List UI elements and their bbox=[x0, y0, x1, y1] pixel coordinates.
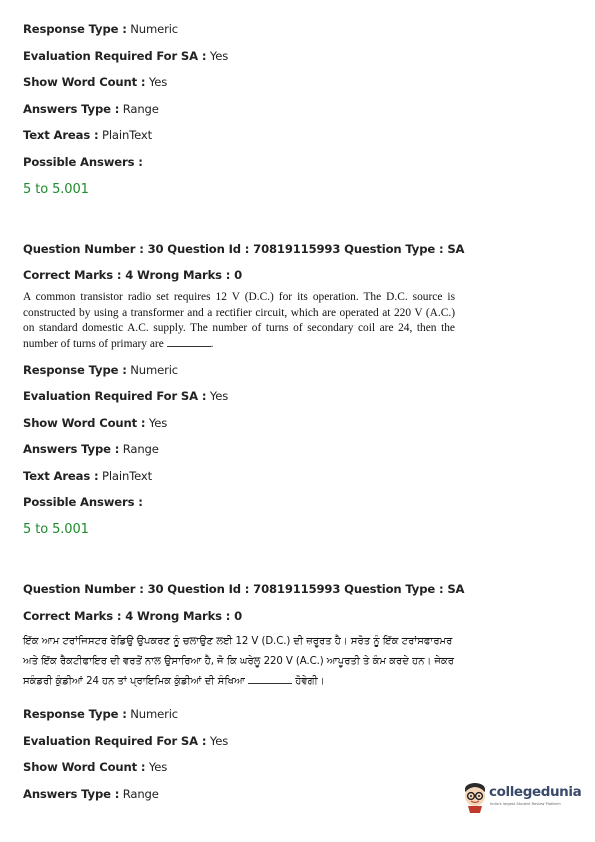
word-count-row: Show Word Count : Yes bbox=[23, 75, 168, 89]
question-text: A common transistor radio set requires 12 V (D.C.) for its operation. The D.C. source is constructed by using a transformer and a rectifier circuit, which are operated at 220 V (A.C.) on standard domestic A.C. supply. The number of turns of secondary coil are 24, then the number of turns of primary are . bbox=[23, 291, 455, 350]
question-marks: Correct Marks : 4 Wrong Marks : 0 bbox=[23, 268, 243, 282]
answers-type-row: Answers Type : Range bbox=[23, 442, 159, 456]
collegedunia-logo bbox=[460, 778, 582, 816]
evaluation-row: Evaluation Required For SA : Yes bbox=[23, 389, 229, 403]
possible-answers-label: Possible Answers : bbox=[23, 495, 143, 509]
response-type-row: Response Type : Numeric bbox=[23, 363, 178, 377]
evaluation-row: Evaluation Required For SA : Yes bbox=[23, 734, 229, 748]
question-header: Question Number : 30 Question Id : 70819115993 Question Type : SA bbox=[23, 242, 465, 256]
question-marks: Correct Marks : 4 Wrong Marks : 0 bbox=[23, 609, 243, 623]
question-header: Question Number : 30 Question Id : 70819115993 Question Type : SA bbox=[23, 582, 465, 596]
word-count-row: Show Word Count : Yes bbox=[23, 416, 168, 430]
answer-blank bbox=[248, 674, 292, 684]
logo-tagline: India's largest Student Review Platform bbox=[490, 802, 561, 806]
word-count-row: Show Word Count : Yes bbox=[23, 760, 168, 774]
possible-answer-value: 5 to 5.001 bbox=[23, 182, 89, 197]
question-text-punjabi: ਇੱਕ ਆਮ ਟਰਾਂਜਿਸਟਰ ਰੇਡਿਉ ਉਪਕਰਣ ਨੂੰ ਚਲਾਉਣ ਲਈ 12 V (D.C.) ਦੀ ਜ਼ਰੂਰਤ ਹੈ। ਸਰੋਤ ਨੂੰ ਇੱਕ ਟਰਾਂਸਫਾਰਮਰ ਅਤੇ ਇੱਕ ਰੈਕਟੀਫਾਇਰ ਦੀ ਵਰਤੋਂ ਨਾਲ ਉਸਾਰਿਆ ਹੈ, ਜੋ ਕਿ ਘਰੇਲੂ 220 V (A.C.) ਆਪੂਰਤੀ ਤੇ ਕੰਮ ਕਰਦੇ ਹਨ। ਜੇਕਰ ਸਕੰਡਰੀ ਕੁੰਡੀਆਂ 24 ਹਨ ਤਾਂ ਪ੍ਰਾਇਮਿਕ ਕੁੰਡੀਆਂ ਦੀ ਸੰਖਿਆ ਹੋਵੇਗੀ। bbox=[23, 636, 454, 687]
evaluation-row: Evaluation Required For SA : Yes bbox=[23, 49, 229, 63]
answer-blank bbox=[167, 337, 211, 347]
possible-answer-value: 5 to 5.001 bbox=[23, 522, 89, 537]
mascot-icon bbox=[460, 780, 490, 814]
logo-wordmark: collegedunia bbox=[489, 784, 582, 800]
possible-answers-label: Possible Answers : bbox=[23, 155, 143, 169]
text-areas-row: Text Areas : PlainText bbox=[23, 469, 152, 483]
response-type-row: Response Type : Numeric bbox=[23, 22, 178, 36]
answers-type-row: Answers Type : Range bbox=[23, 102, 159, 116]
text-areas-row: Text Areas : PlainText bbox=[23, 128, 152, 142]
answers-type-row: Answers Type : Range bbox=[23, 787, 159, 801]
response-type-row: Response Type : Numeric bbox=[23, 707, 178, 721]
